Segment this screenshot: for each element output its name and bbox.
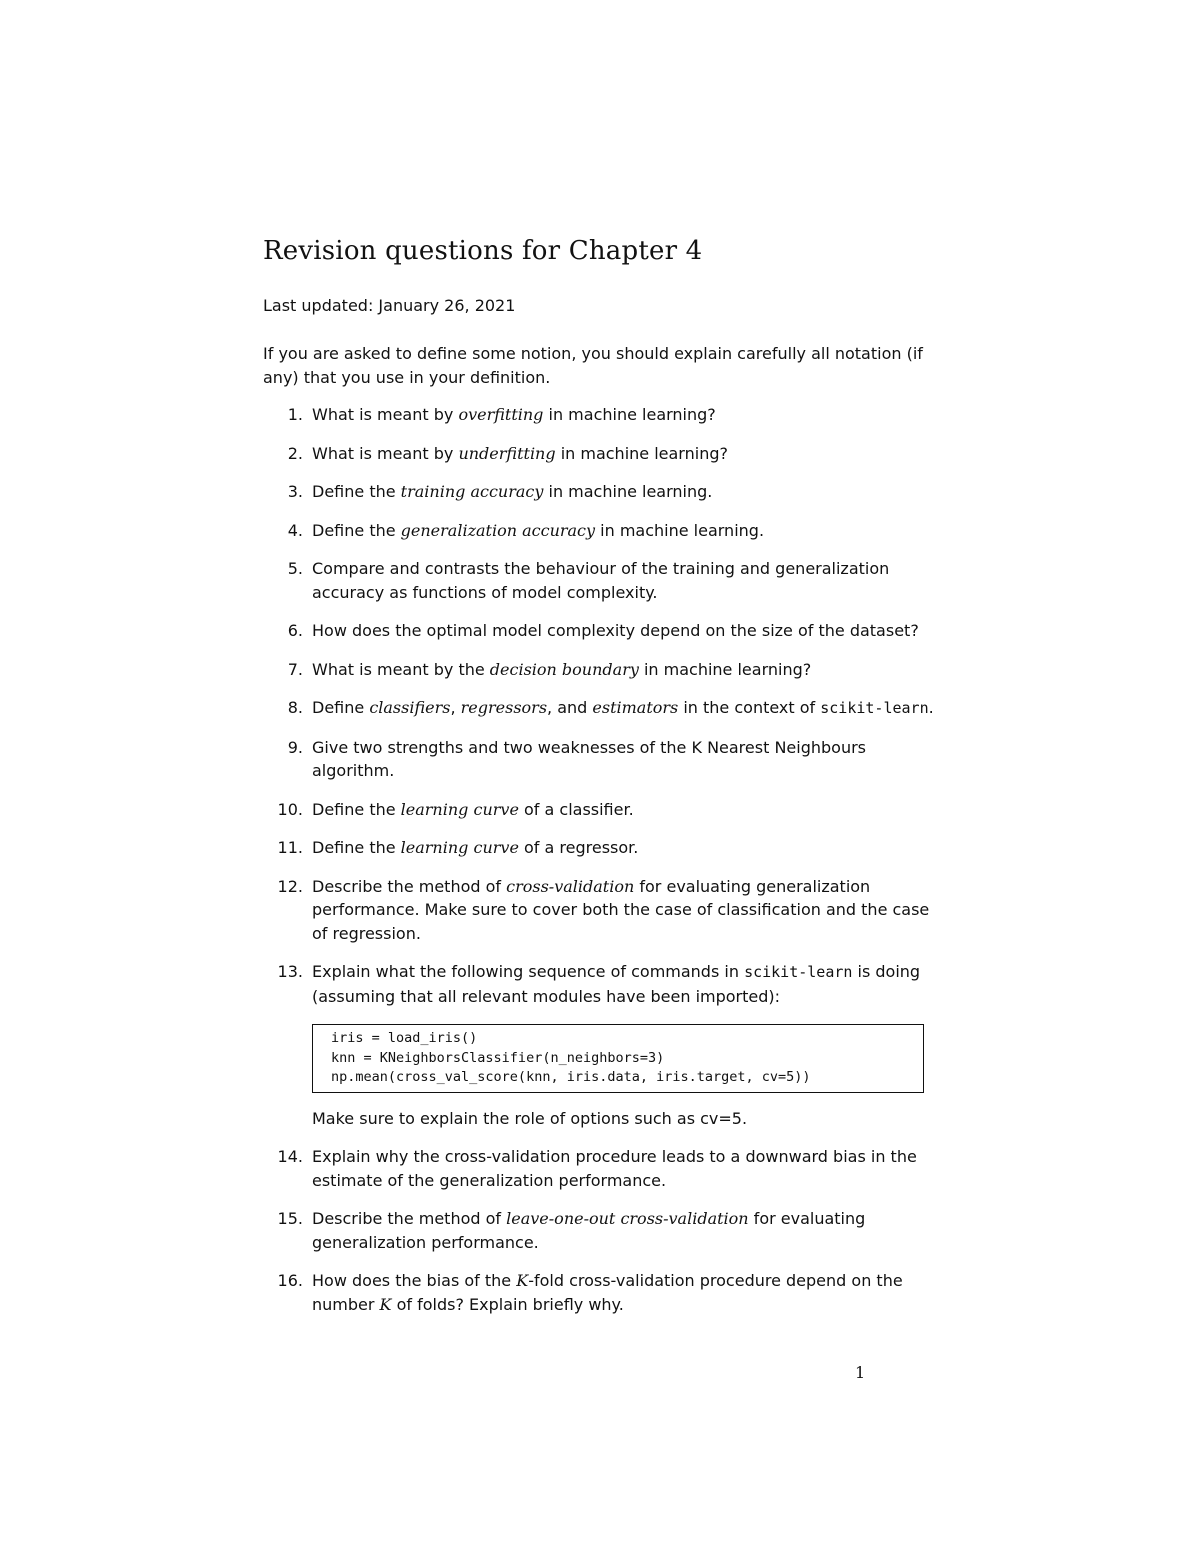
question-15: 15. Describe the method of leave-one-out cross-validation for evaluating generalization performance. [277, 1209, 866, 1252]
page-number: 1 [855, 1363, 866, 1382]
document-title: Revision questions for Chapter 4 [263, 236, 703, 266]
code-block [312, 1024, 924, 1093]
last-updated: Last updated: January 26, 2021 [263, 296, 516, 315]
question-14: 14. Explain why the cross-validation procedure leads to a downward bias in the estimate of the generalization performance. [277, 1147, 917, 1190]
code-line: iris = load_iris() [331, 1030, 478, 1046]
code-note: Make sure to explain the role of options such as cv=5. [312, 1108, 748, 1128]
question-10: 10. Define the learning curve of a classifier. [277, 799, 634, 819]
question-13: 13. Explain what the following sequence of commands in scikit-learn is doing (assuming that all relevant modules have been imported): iris = load_iris() knn = KNeighborsClassifier(n_neighbors=3) np.mean(cross_val_score(knn, iris.data, iris.target, cv=5)) Make sure to explain the role of options such as cv=5. [263, 960, 943, 1130]
code-line: np.mean(cross_val_score(knn, iris.data, iris.target, cv=5)) [331, 1069, 811, 1085]
question-16: 16. How does the bias of the K-fold cross-validation procedure depend on the number K of folds? Explain briefly why. [277, 1271, 903, 1314]
question-2: 2. What is meant by underfitting in machine learning? [287, 443, 728, 463]
code-line: knn = KNeighborsClassifier(n_neighbors=3) [331, 1049, 665, 1066]
question-3: 3. Define the training accuracy in machine learning. [287, 482, 713, 501]
question-9: 9. Give two strengths and two weaknesses of the K Nearest Neighbours algorithm. [287, 737, 866, 780]
question-7: 7. What is meant by the decision boundary in machine learning? [287, 659, 812, 679]
question-6: 6. How does the optimal model complexity depend on the size of the dataset? [287, 621, 919, 640]
question-4: 4. Define the generalization accuracy in machine learning. [287, 520, 765, 540]
question-list [263, 403, 943, 1331]
question-12: 12. Describe the method of cross-validation for evaluating generalization performance. Make sure to cover both the case of classification and the case of regression. [277, 876, 930, 943]
intro-paragraph: If you are asked to define some notion, you should explain carefully all notation (if any) that you use in your definition. [263, 344, 923, 387]
question-11: 11. Define the learning curve of a regressor. [277, 838, 639, 857]
question-5: 5. Compare and contrasts the behaviour of the training and generalization accuracy as functions of model complexity. [287, 559, 890, 602]
question-1: 1. What is meant by overfitting in machine learning? [287, 405, 716, 424]
question-8: 8. Define classifiers, regressors, and estimators in the context of scikit-learn. [287, 698, 934, 717]
